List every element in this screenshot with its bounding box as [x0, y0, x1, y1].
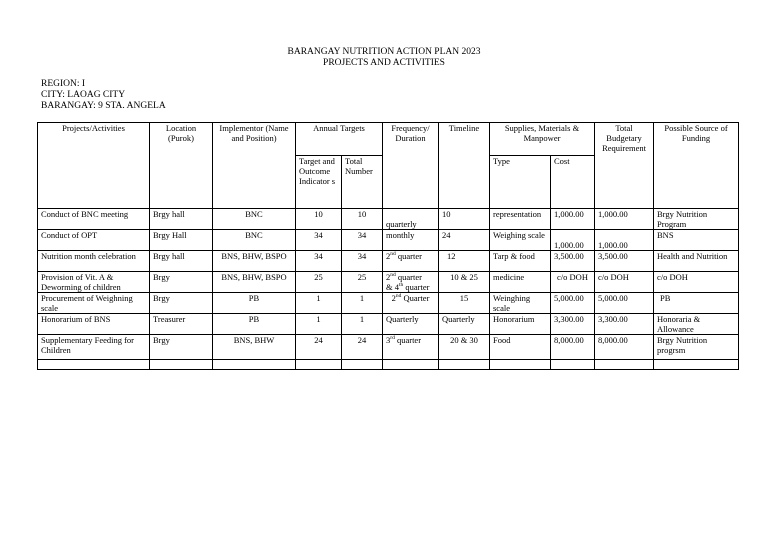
- cell-frequency: 2nd Quarter: [383, 293, 439, 314]
- cell-project: Procurement of Weighning scale: [38, 293, 150, 314]
- title-line-1: BARANGAY NUTRITION ACTION PLAN 2023: [287, 47, 481, 57]
- header-projects: Projects/Activities: [38, 123, 150, 209]
- cell-source: c/o DOH: [654, 272, 739, 293]
- cell-timeline: 10: [439, 209, 490, 230]
- header-total-budget: Total Budgetary Requirement: [595, 123, 654, 209]
- city-label: CITY: LAOAG CITY: [41, 90, 126, 100]
- cell-implementor: BNC: [213, 230, 296, 251]
- cell-frequency: Quarterly: [383, 314, 439, 335]
- cell-location: Brgy hall: [150, 251, 213, 272]
- cell-project: Conduct of OPT: [38, 230, 150, 251]
- cell-implementor: BNS, BHW, BSPO: [213, 272, 296, 293]
- cell-budget: 1,000.00: [595, 209, 654, 230]
- cell-target: 25: [296, 272, 342, 293]
- header-target-indicator: Target and Outcome Indicator s: [296, 156, 342, 209]
- cell-timeline: 12: [439, 251, 490, 272]
- cell-total: 24: [342, 335, 383, 360]
- cell-target: 24: [296, 335, 342, 360]
- table-row-empty: [38, 360, 739, 370]
- cell-source: BNS: [654, 230, 739, 251]
- cell-cost: 1,000.00: [551, 230, 595, 251]
- cell-implementor: BNS, BHW, BSPO: [213, 251, 296, 272]
- cell-frequency: monthly: [383, 230, 439, 251]
- cell-target: 1: [296, 293, 342, 314]
- cell-cost: c/o DOH: [551, 272, 595, 293]
- header-row-1: [38, 123, 739, 156]
- cell-project: Honorarium of BNS: [38, 314, 150, 335]
- cell-project: Supplementary Feeding for Children: [38, 335, 150, 360]
- header-annual-targets: Annual Targets: [296, 123, 383, 156]
- cell-location: Treasurer: [150, 314, 213, 335]
- header-supplies: Supplies, Materials & Manpower: [490, 123, 595, 156]
- table-row: [38, 272, 739, 293]
- cell-project: Conduct of BNC meeting: [38, 209, 150, 230]
- cell-frequency: quarterly: [383, 209, 439, 230]
- cell-type: representation: [490, 209, 551, 230]
- cell-cost: 3,500.00: [551, 251, 595, 272]
- cell-timeline: 15: [439, 293, 490, 314]
- cell-location: Brgy hall: [150, 209, 213, 230]
- table-row: [38, 230, 739, 251]
- cell-timeline: 20 & 30: [439, 335, 490, 360]
- cell-cost: 1,000.00: [551, 209, 595, 230]
- cell-timeline: 10 & 25: [439, 272, 490, 293]
- cell-budget: 8,000.00: [595, 335, 654, 360]
- cell-cost: 5,000.00: [551, 293, 595, 314]
- cell-target: 34: [296, 230, 342, 251]
- header-total-number: Total Number: [342, 156, 383, 209]
- cell-timeline: 24: [439, 230, 490, 251]
- cell-cost: 8,000.00: [551, 335, 595, 360]
- cell-type: Tarp & food: [490, 251, 551, 272]
- cell-type: Weighing scale: [490, 230, 551, 251]
- cell-frequency: 3rd quarter: [383, 335, 439, 360]
- cell-total: 34: [342, 251, 383, 272]
- cell-budget: 5,000.00: [595, 293, 654, 314]
- cell-location: Brgy Hall: [150, 230, 213, 251]
- cell-budget: 3,300.00: [595, 314, 654, 335]
- cell-source: Brgy Nutrition Program: [654, 209, 739, 230]
- cell-source: Health and Nutrition: [654, 251, 739, 272]
- action-plan-table: [37, 122, 739, 370]
- cell-project: Nutrition month celebration: [38, 251, 150, 272]
- header-implementor: Implementor (Name and Position): [213, 123, 296, 209]
- cell-total: 1: [342, 314, 383, 335]
- cell-total: 1: [342, 293, 383, 314]
- cell-frequency: 2nd quarter & 4th quarter: [383, 272, 439, 293]
- cell-budget: 3,500.00: [595, 251, 654, 272]
- barangay-label: BARANGAY: 9 STA. ANGELA: [41, 101, 166, 111]
- header-frequency: Frequency/ Duration: [383, 123, 439, 209]
- header-cost: Cost: [551, 156, 595, 209]
- region-label: REGION: I: [41, 79, 86, 89]
- document-title: [0, 47, 768, 69]
- cell-source: Brgy Nutrition progrsm: [654, 335, 739, 360]
- cell-location: Brgy: [150, 272, 213, 293]
- table-row: [38, 209, 739, 230]
- cell-location: Brgy: [150, 335, 213, 360]
- header-location: Location (Purok): [150, 123, 213, 209]
- cell-type: Honorarium: [490, 314, 551, 335]
- cell-source: PB: [654, 293, 739, 314]
- table-row: [38, 251, 739, 272]
- table-row: [38, 293, 739, 314]
- header-source: Possible Source of Funding: [654, 123, 739, 209]
- cell-total: 34: [342, 230, 383, 251]
- header-timeline: Timeline: [439, 123, 490, 209]
- cell-total: 10: [342, 209, 383, 230]
- location-meta: [41, 79, 166, 112]
- cell-implementor: PB: [213, 314, 296, 335]
- cell-implementor: BNS, BHW: [213, 335, 296, 360]
- header-type: Type: [490, 156, 551, 209]
- cell-target: 1: [296, 314, 342, 335]
- cell-type: Food: [490, 335, 551, 360]
- cell-total: 25: [342, 272, 383, 293]
- cell-source: Honoraria & Allowance: [654, 314, 739, 335]
- cell-project: Provision of Vit. A & Deworming of children: [38, 272, 150, 293]
- table-row: [38, 314, 739, 335]
- table-row: [38, 335, 739, 360]
- cell-frequency: 2nd quarter: [383, 251, 439, 272]
- cell-type: medicine: [490, 272, 551, 293]
- cell-budget: 1,000.00: [595, 230, 654, 251]
- cell-target: 10: [296, 209, 342, 230]
- cell-location: Brgy: [150, 293, 213, 314]
- cell-timeline: Quarterly: [439, 314, 490, 335]
- cell-budget: c/o DOH: [595, 272, 654, 293]
- cell-implementor: PB: [213, 293, 296, 314]
- cell-implementor: BNC: [213, 209, 296, 230]
- cell-type: Weinghing scale: [490, 293, 551, 314]
- cell-cost: 3,300.00: [551, 314, 595, 335]
- cell-target: 34: [296, 251, 342, 272]
- title-line-2: PROJECTS AND ACTIVITIES: [323, 58, 445, 68]
